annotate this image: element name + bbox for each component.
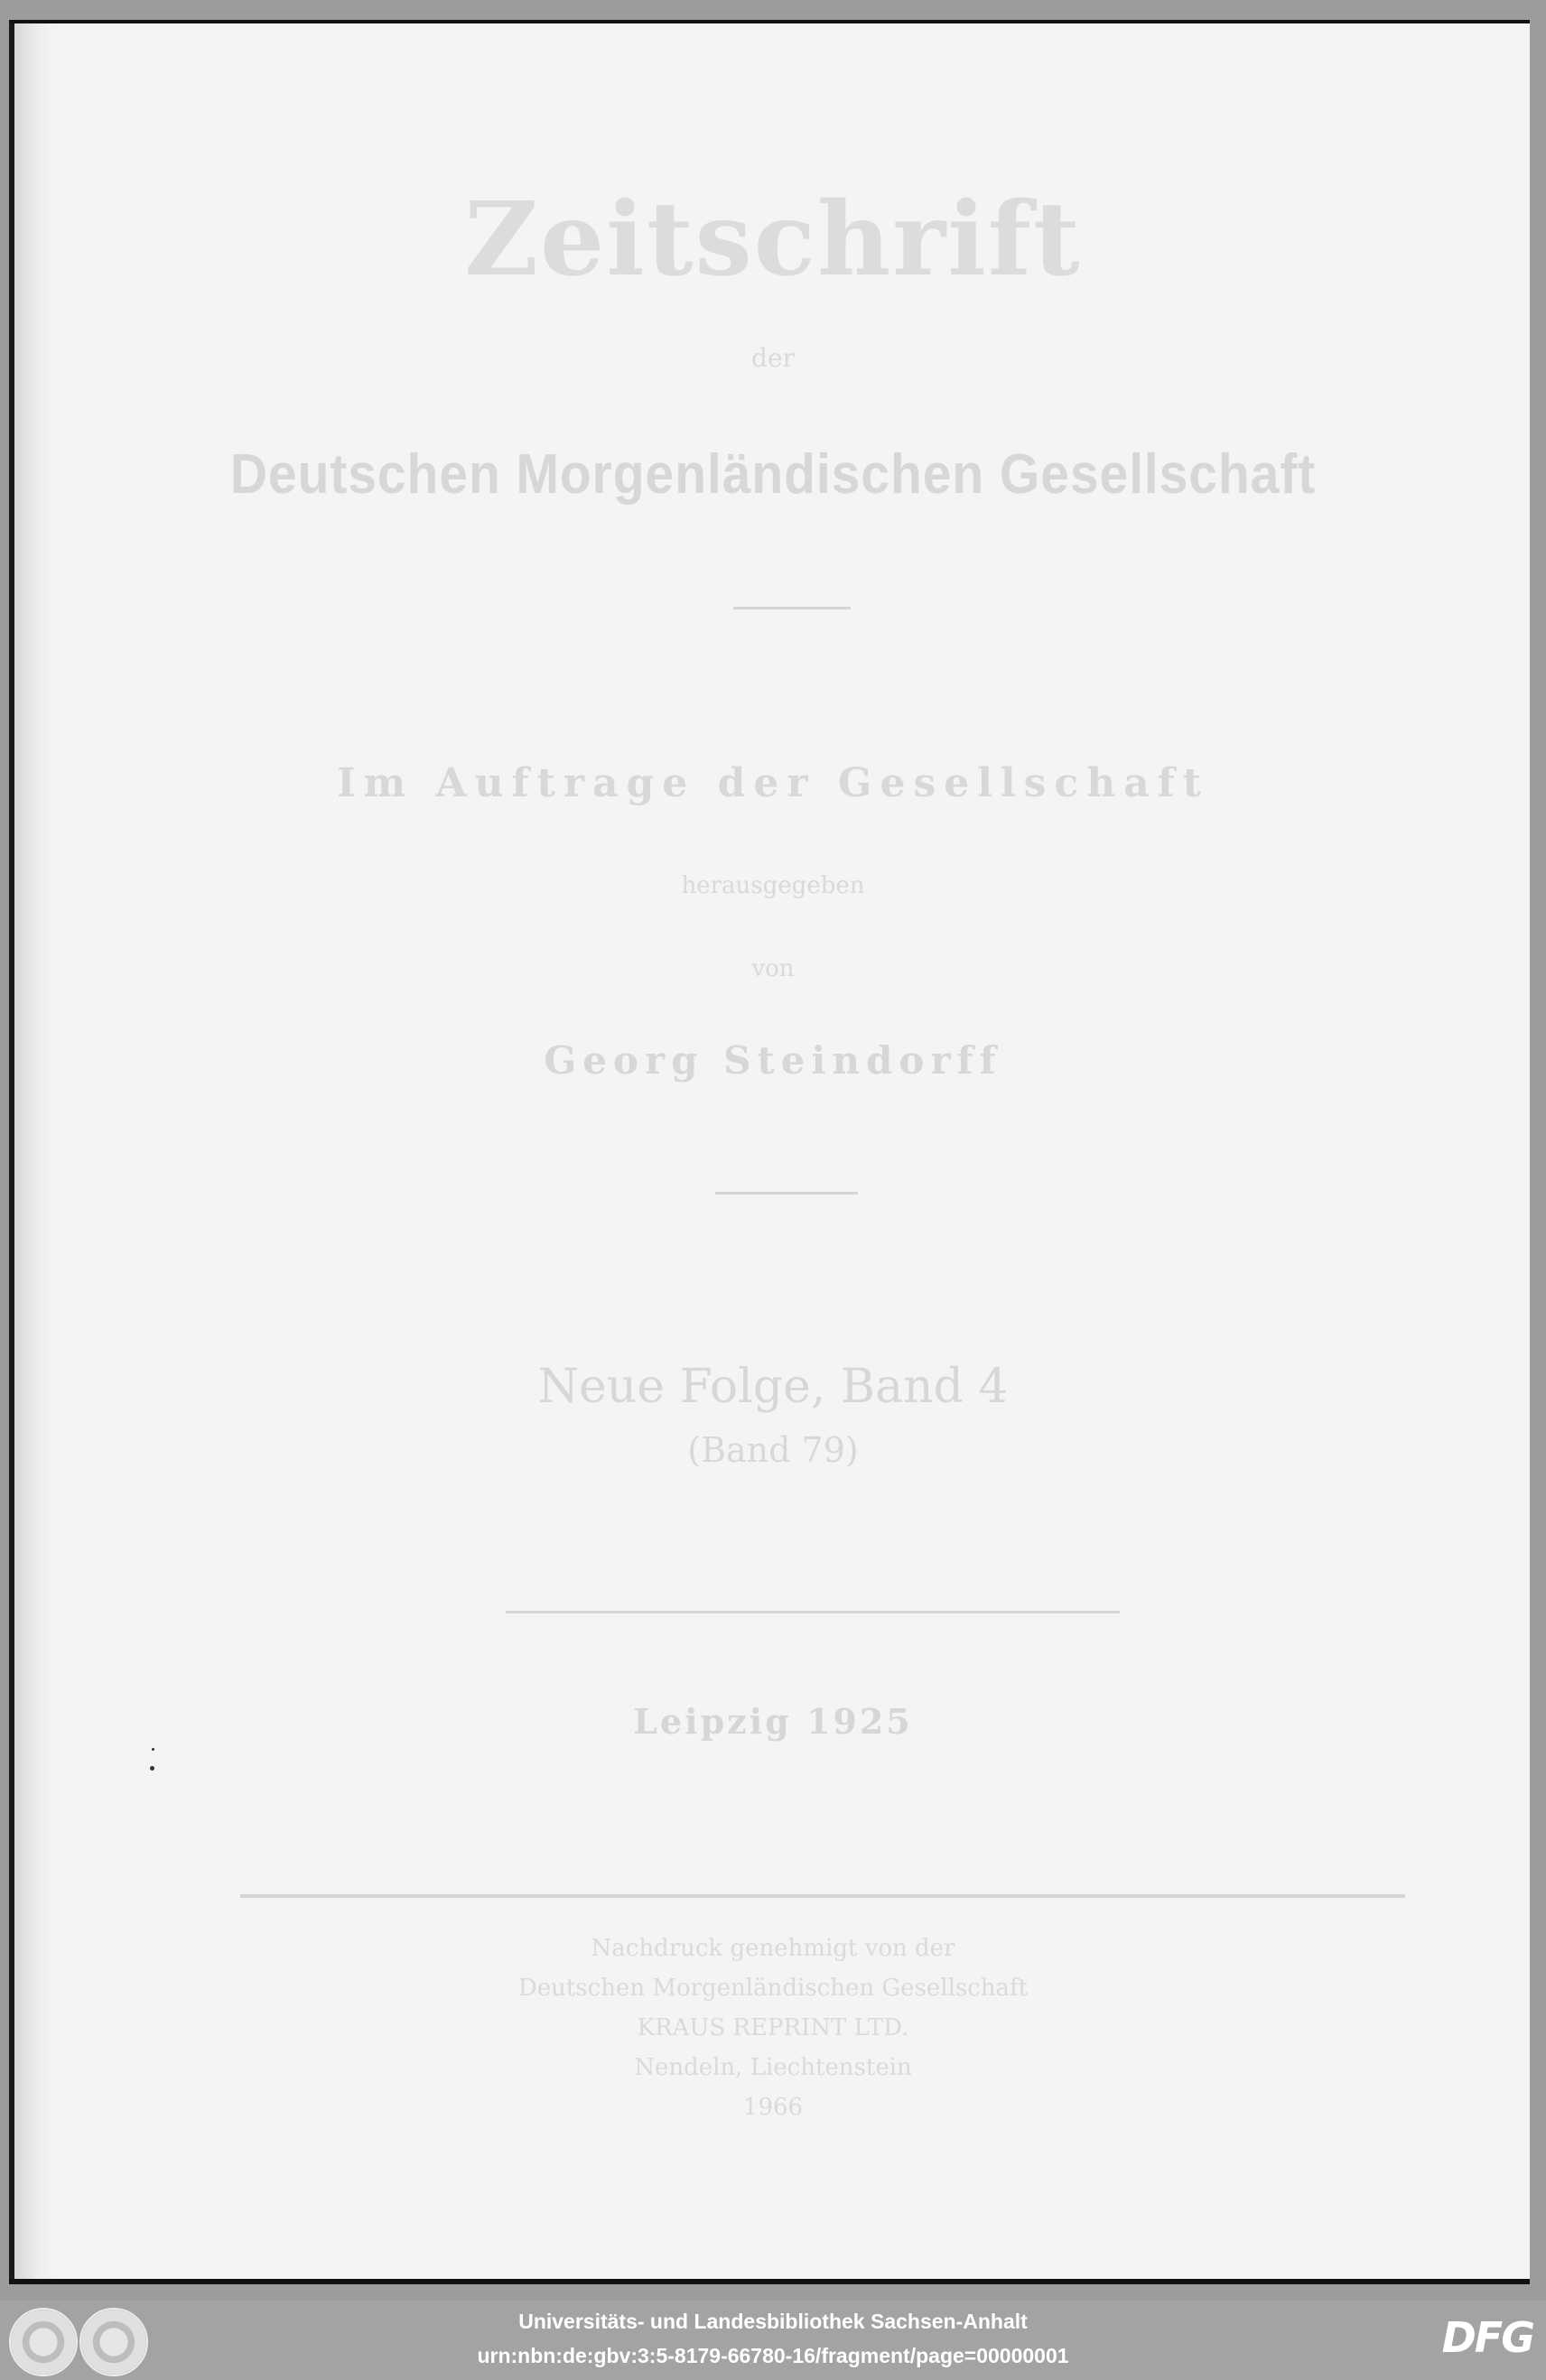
divider-rule — [506, 1611, 1120, 1613]
volume-line: (Band 79) — [687, 1430, 859, 1470]
reprint-notice — [0, 1929, 1546, 2127]
reprint-line: Nendeln, Liechtenstein — [634, 2054, 912, 2081]
society-name: Deutschen Morgenländischen Gesellschaft — [229, 443, 1317, 506]
reprint-line: Nachdruck genehmigt von der — [591, 1935, 955, 1962]
ink-speck — [150, 1766, 154, 1771]
divider-rule — [715, 1192, 858, 1195]
dfg-logo[interactable]: DFG — [1441, 2313, 1533, 2362]
series-line: Neue Folge, Band 4 — [537, 1360, 1009, 1414]
library-name: Universitäts- und Landesbibliothek Sachsen-Anhalt — [518, 2310, 1028, 2333]
journal-title: Zeitschrift — [464, 181, 1082, 299]
title-connector: der — [751, 343, 795, 373]
urn-identifier[interactable]: urn:nbn:de:gbv:3:5-8179-66780-16/fragment/page=00000001 — [477, 2344, 1069, 2367]
reprint-line: Deutschen Morgenländischen Gesellschaft — [517, 1975, 1029, 2002]
von-line: von — [751, 955, 795, 982]
reprint-line: KRAUS REPRINT LTD. — [637, 2014, 909, 2041]
divider-rule — [733, 607, 851, 609]
edited-line: herausgegeben — [681, 872, 865, 899]
place-year: Leipzig 1925 — [633, 1701, 913, 1742]
ink-speck — [152, 1748, 154, 1751]
page-bottom-edge — [9, 2279, 1530, 2284]
editor-name: Georg Steindorff — [544, 1038, 1002, 1083]
page-top-edge — [9, 20, 1530, 23]
divider-rule — [240, 1894, 1405, 1898]
reprint-line: 1966 — [742, 2094, 804, 2121]
commission-line: Im Auftrage der Gesellschaft — [337, 760, 1209, 806]
